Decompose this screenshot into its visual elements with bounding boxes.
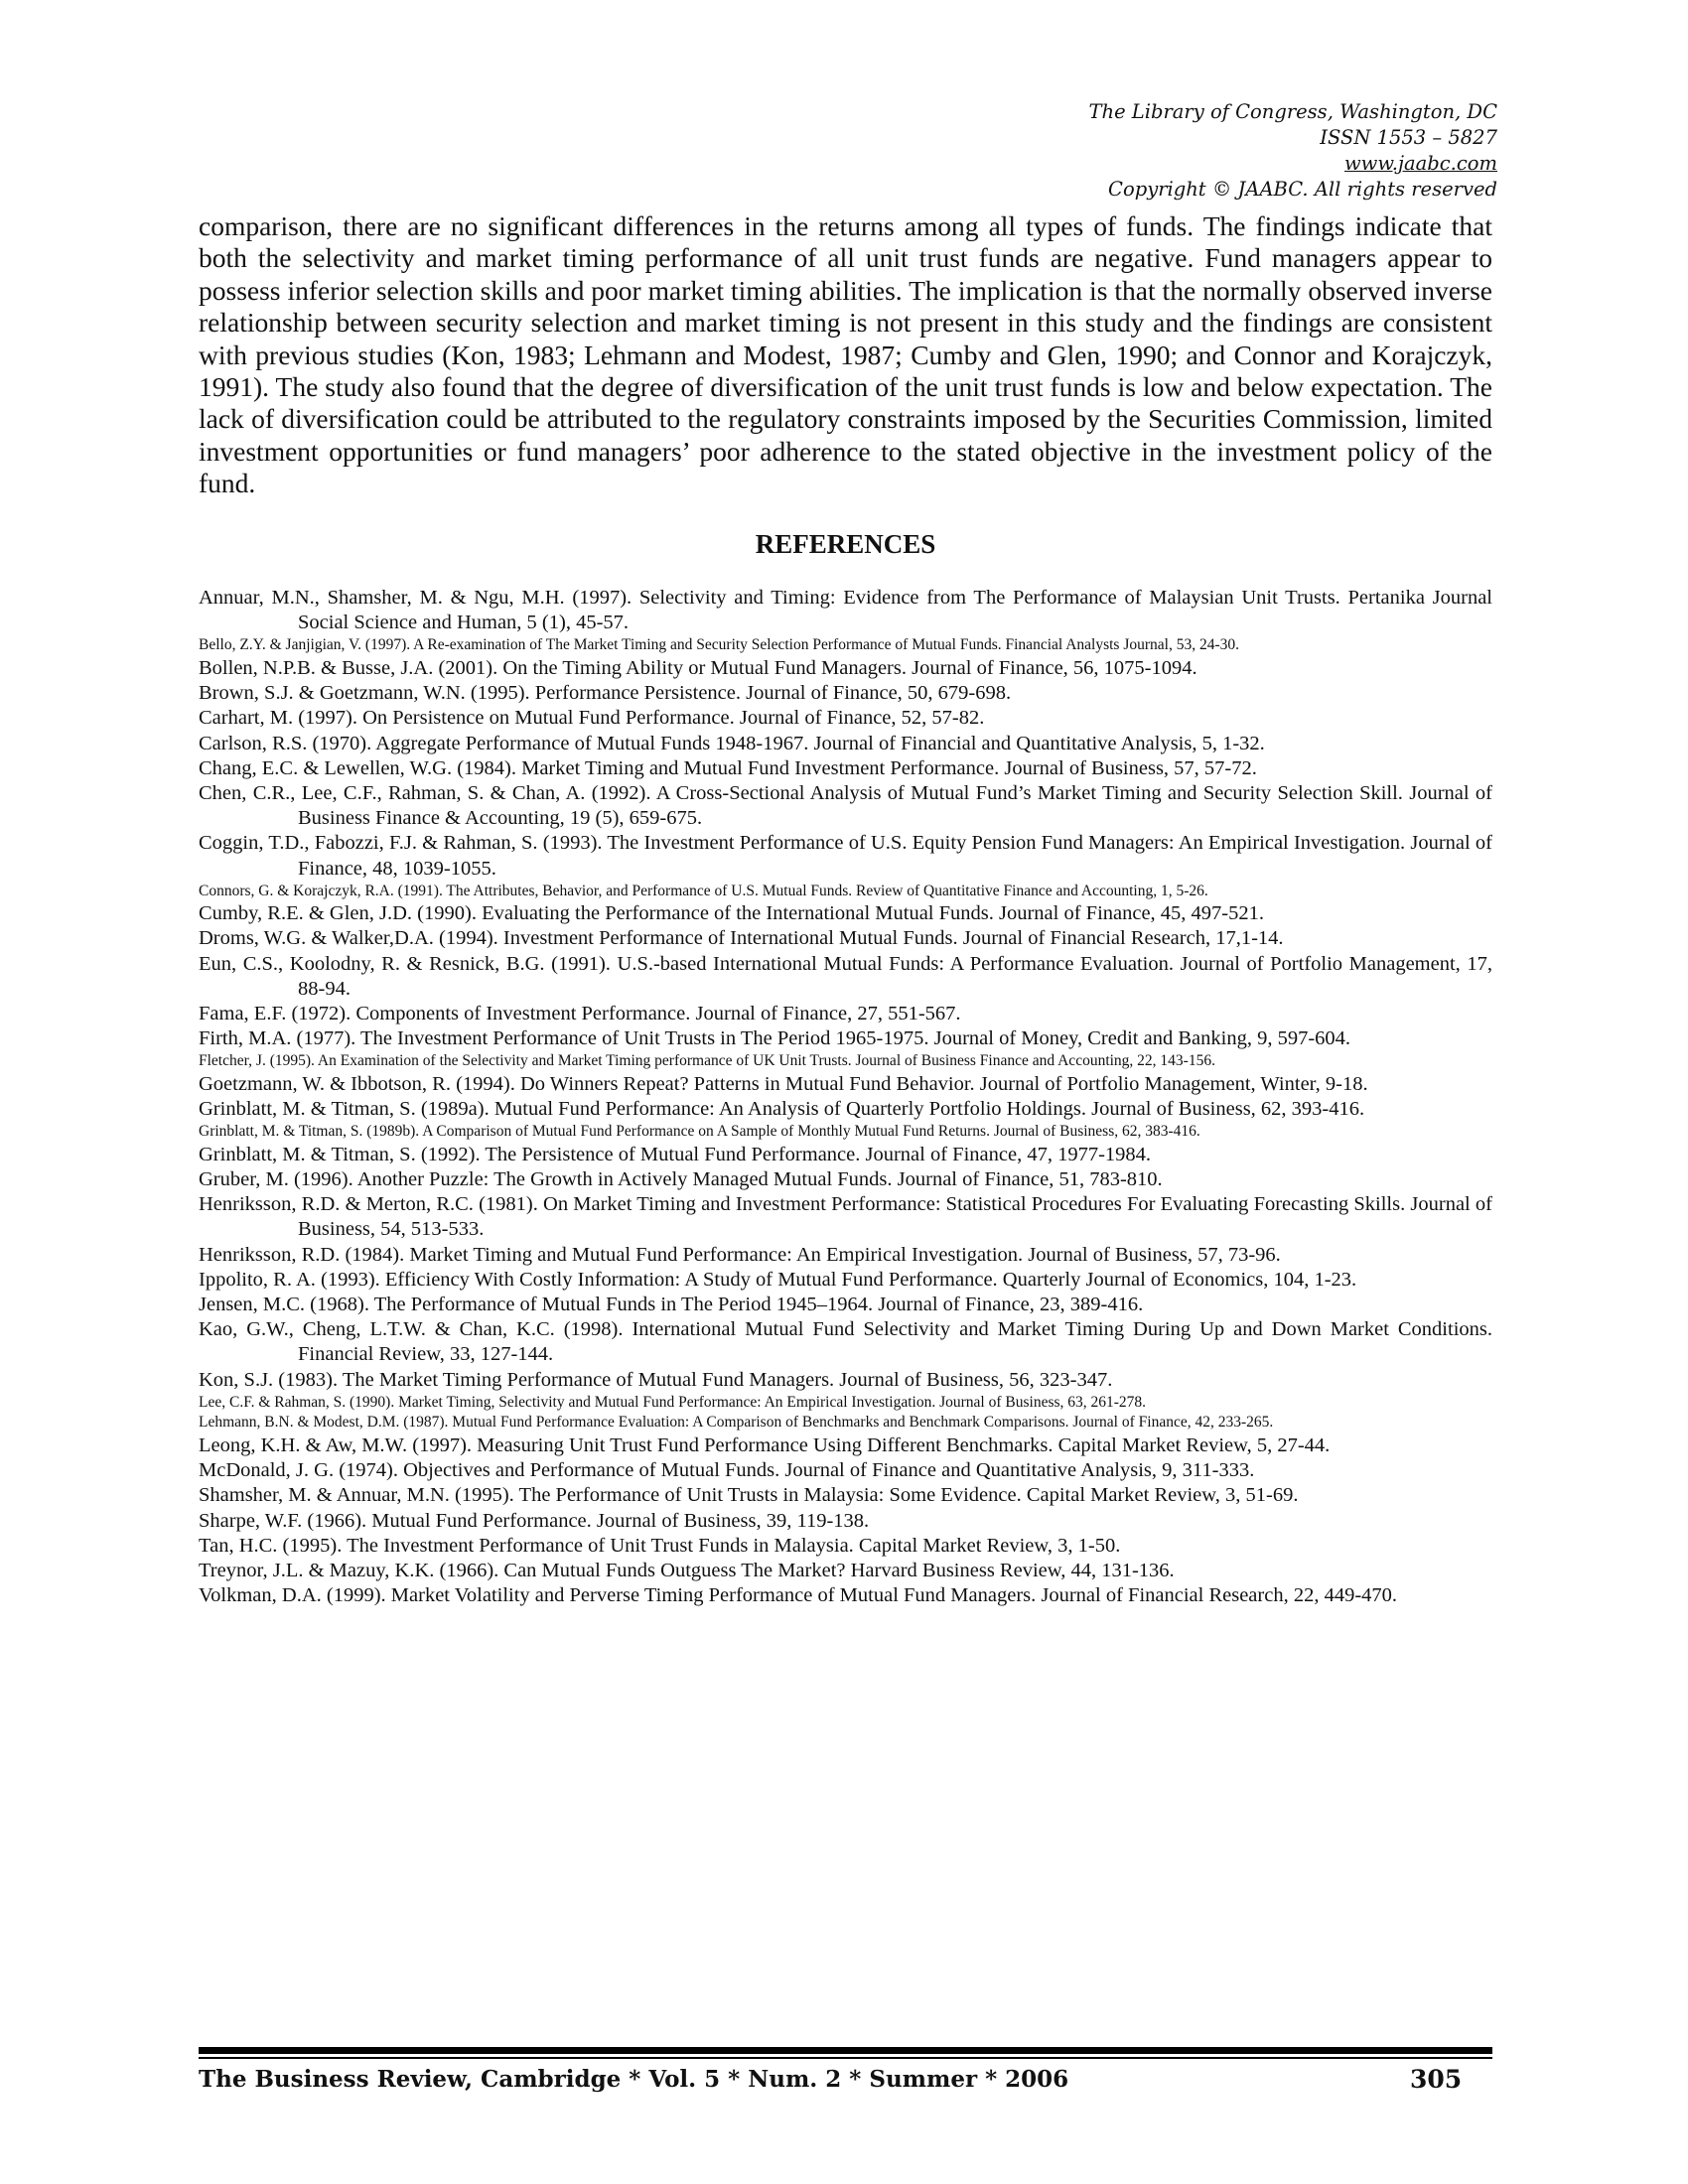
reference-item: Bollen, N.P.B. & Busse, J.A. (2001). On the Timing Ability or Mutual Fund Managers. Journal of Finance, 56, 1075-1094.: [199, 656, 1197, 679]
header-issn: ISSN 1553 – 5827: [1320, 126, 1497, 149]
reference-item: Droms, W.G. & Walker,D.A. (1994). Investment Performance of International Mutual Funds. Journal of Financial Research, 17,1-14.: [199, 927, 1284, 950]
header-url-link[interactable]: www.jaabc.com: [1343, 152, 1497, 175]
reference-item: Cumby, R.E. & Glen, J.D. (1990). Evaluating the Performance of the International Mutual Funds. Journal of Finance, 45, 497-521.: [199, 902, 1265, 925]
reference-item: Grinblatt, M. & Titman, S. (1992). The Persistence of Mutual Fund Performance. Journal of Finance, 47, 1977-1984.: [199, 1143, 1152, 1165]
reference-item: Eun, C.S., Koolodny, R. & Resnick, B.G. (1991). U.S.-based International Mutual Funds: A Performance Evaluation. Journal of Portfolio Management, 17, 88-94.: [199, 952, 1492, 1000]
reference-item: Lee, C.F. & Rahman, S. (1990). Market Timing, Selectivity and Mutual Fund Performance: An Empirical Investigation. Journal of Business, 63, 261-278.: [199, 1393, 1147, 1411]
reference-item: Tan, H.C. (1995). The Investment Performance of Unit Trust Funds in Malaysia. Capital Market Review, 3, 1-50.: [199, 1534, 1121, 1557]
body-paragraph: comparison, there are no significant differences in the returns among all types of funds. The findings indicate that both the selectivity and market timing performance of all unit trust funds are negative. Fund managers appear to possess inferior selection skills and poor market timing abilities. The implication is that the normally observed inverse relationship between security selection and market timing is not present in this study and the findings are consistent with previous studies (Kon, 1983; Lehmann and Modest, 1987; Cumby and Glen, 1990; and Connor and Korajczyk, 1991). The study also found that the degree of diversification of the unit trust funds is low and below expectation. The lack of diversification could be attributed to the regulatory constraints imposed by the Securities Commission, limited investment opportunities or fund managers’ poor adherence to the stated objective in the investment policy of the fund.: [199, 210, 1492, 499]
footer-journal-citation: The Business Review, Cambridge * Vol. 5 * Num. 2 * Summer * 2006: [199, 2066, 1069, 2093]
reference-item: Treynor, J.L. & Mazuy, K.K. (1966). Can Mutual Funds Outguess The Market? Harvard Business Review, 44, 131-136.: [199, 1559, 1175, 1581]
reference-item: Kon, S.J. (1983). The Market Timing Performance of Mutual Fund Managers. Journal of Business, 56, 323-347.: [199, 1368, 1113, 1391]
footer-rule-thin: [199, 2057, 1492, 2059]
reference-item: Lehmann, B.N. & Modest, D.M. (1987). Mutual Fund Performance Evaluation: A Comparison of Benchmarks and Benchmark Comparisons. Journal of Finance, 42, 233-265.: [199, 1414, 1274, 1432]
header-copyright: Copyright © JAABC. All rights reserved: [1108, 178, 1497, 201]
page-number: 305: [1410, 2065, 1463, 2094]
reference-item: Gruber, M. (1996). Another Puzzle: The Growth in Actively Managed Mutual Funds. Journal of Finance, 51, 783-810.: [199, 1168, 1163, 1191]
reference-item: Annuar, M.N., Shamsher, M. & Ngu, M.H. (1997). Selectivity and Timing: Evidence from The Performance of Malaysian Unit Trusts. Pertanika Journal Social Science and Human, 5 (1), 45-57.: [199, 587, 1492, 634]
header-library: The Library of Congress, Washington, DC: [1088, 100, 1497, 123]
reference-item: Fama, E.F. (1972). Components of Investment Performance. Journal of Finance, 27, 551-567.: [199, 1003, 961, 1025]
reference-item: Sharpe, W.F. (1966). Mutual Fund Performance. Journal of Business, 39, 119-138.: [199, 1509, 870, 1532]
reference-item: Grinblatt, M. & Titman, S. (1989a). Mutual Fund Performance: An Analysis of Quarterly Portfolio Holdings. Journal of Business, 62, 393-416.: [199, 1098, 1365, 1121]
reference-item: Chang, E.C. & Lewellen, W.G. (1984). Market Timing and Mutual Fund Investment Performance. Journal of Business, 57, 57-72.: [199, 756, 1257, 779]
reference-item: Chen, C.R., Lee, C.F., Rahman, S. & Chan, A. (1992). A Cross-Sectional Analysis of Mutual Fund’s Market Timing and Security Selection Skill. Journal of Business Finance & Accounting, 19 (5), 659-675.: [199, 781, 1492, 830]
reference-item: Shamsher, M. & Annuar, M.N. (1995). The Performance of Unit Trusts in Malaysia: Some Evidence. Capital Market Review, 3, 51-69.: [199, 1484, 1299, 1507]
reference-item: Bello, Z.Y. & Janjigian, V. (1997). A Re-examination of The Market Timing and Security Selection Performance of Mutual Funds. Financial Analysts Journal, 53, 24-30.: [199, 636, 1239, 654]
reference-item: Jensen, M.C. (1968). The Performance of Mutual Funds in The Period 1945–1964. Journal of Finance, 23, 389-416.: [199, 1294, 1144, 1316]
reference-item: Coggin, T.D., Fabozzi, F.J. & Rahman, S. (1993). The Investment Performance of U.S. Equity Pension Fund Managers: An Empirical Investigation. Journal of Finance, 48, 1039-1055.: [199, 832, 1492, 880]
reference-item: Firth, M.A. (1977). The Investment Performance of Unit Trusts in The Period 1965-1975. Journal of Money, Credit and Banking, 9, 597-604.: [199, 1027, 1351, 1050]
reference-item: Brown, S.J. & Goetzmann, W.N. (1995). Performance Persistence. Journal of Finance, 50, 679-698.: [199, 682, 1012, 705]
reference-item: Henriksson, R.D. (1984). Market Timing and Mutual Fund Performance: An Empirical Investigation. Journal of Business, 57, 73-96.: [199, 1243, 1281, 1266]
reference-item: Carhart, M. (1997). On Persistence on Mutual Fund Performance. Journal of Finance, 52, 57-82.: [199, 707, 985, 730]
reference-item: Kao, G.W., Cheng, L.T.W. & Chan, K.C. (1998). International Mutual Fund Selectivity and Market Timing During Up and Down Market Conditions. Financial Review, 33, 127-144.: [199, 1318, 1492, 1366]
reference-item: Henriksson, R.D. & Merton, R.C. (1981). On Market Timing and Investment Performance: Statistical Procedures For Evaluating Forecasting Skills. Journal of Business, 54, 513-533.: [199, 1193, 1492, 1241]
reference-item: Connors, G. & Korajczyk, R.A. (1991). The Attributes, Behavior, and Performance of U.S. Mutual Funds. Review of Quantitative Finance and Accounting, 1, 5-26.: [199, 882, 1208, 899]
reference-item: Leong, K.H. & Aw, M.W. (1997). Measuring Unit Trust Fund Performance Using Different Benchmarks. Capital Market Review, 5, 27-44.: [199, 1433, 1331, 1456]
references-list: [199, 586, 1492, 1608]
reference-item: Ippolito, R. A. (1993). Efficiency With Costly Information: A Study of Mutual Fund Performance. Quarterly Journal of Economics, 104, 1-23.: [199, 1268, 1357, 1291]
references-heading: REFERENCES: [755, 529, 936, 559]
reference-item: McDonald, J. G. (1974). Objectives and Performance of Mutual Funds. Journal of Finance and Quantitative Analysis, 9, 311-333.: [199, 1459, 1255, 1482]
page-header: [802, 99, 1497, 203]
reference-item: Carlson, R.S. (1970). Aggregate Performance of Mutual Funds 1948-1967. Journal of Financial and Quantitative Analysis, 5, 1-32.: [199, 732, 1265, 754]
reference-item: Fletcher, J. (1995). An Examination of the Selectivity and Market Timing performance of UK Unit Trusts. Journal of Business Finance and Accounting, 22, 143-156.: [199, 1052, 1215, 1070]
reference-item: Volkman, D.A. (1999). Market Volatility and Perverse Timing Performance of Mutual Fund Managers. Journal of Financial Research, 22, 449-470.: [199, 1584, 1398, 1607]
reference-item: Grinblatt, M. & Titman, S. (1989b). A Comparison of Mutual Fund Performance on A Sample of Monthly Mutual Fund Returns. Journal of Business, 62, 383-416.: [199, 1123, 1200, 1141]
reference-item: Goetzmann, W. & Ibbotson, R. (1994). Do Winners Repeat? Patterns in Mutual Fund Behavior. Journal of Portfolio Management, Winter, 9-18.: [199, 1072, 1368, 1095]
footer-rule-thick: [199, 2047, 1492, 2054]
